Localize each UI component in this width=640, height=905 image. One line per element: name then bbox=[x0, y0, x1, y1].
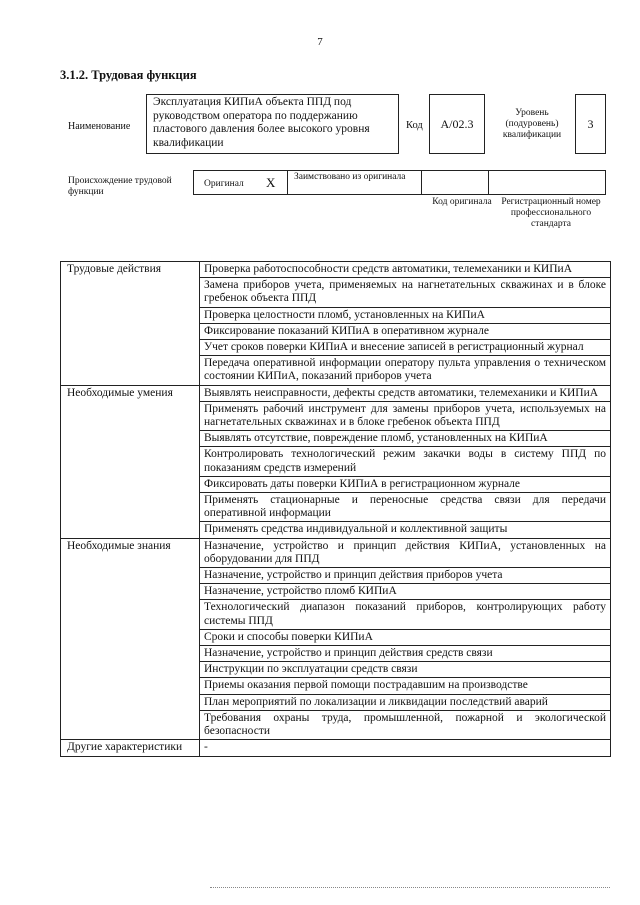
borrowed-cell bbox=[288, 171, 422, 194]
item-cell: - bbox=[200, 740, 611, 756]
item-cell: Выявлять отсутствие, повреждение пломб, установленных на КИПиА bbox=[200, 431, 611, 447]
origin-table bbox=[193, 170, 606, 195]
borrowed-label: Заимствовано из оригинала bbox=[294, 172, 406, 182]
item-cell: План мероприятий по локализации и ликвидации последствий аварий bbox=[200, 694, 611, 710]
item-cell: Назначение, устройство пломб КИПиА bbox=[200, 584, 611, 600]
item-cell: Назначение, устройство и принцип действия КИПиА, установленных на оборудовании для ППД bbox=[200, 538, 611, 567]
item-cell: Назначение, устройство и принцип действия средств связи bbox=[200, 646, 611, 662]
item-cell: Применять средства индивидуальной и коллективной защиты bbox=[200, 522, 611, 538]
category-cell: Трудовые действия bbox=[61, 262, 200, 386]
item-cell: Назначение, устройство и принцип действия приборов учета bbox=[200, 568, 611, 584]
name-label: Наименование bbox=[68, 121, 131, 132]
item-cell: Проверка целостности пломб, установленных на КИПиА bbox=[200, 307, 611, 323]
section-title: 3.1.2. Трудовая функция bbox=[60, 68, 197, 82]
origin-reg-cell bbox=[489, 171, 605, 194]
item-cell: Фиксировать даты поверки КИПиА в регистрационном журнале bbox=[200, 476, 611, 492]
page-number: 7 bbox=[317, 36, 323, 48]
original-mark: X bbox=[266, 175, 276, 190]
original-label: Оригинал bbox=[204, 179, 244, 189]
item-cell: Фиксирование показаний КИПиА в оперативном журнале bbox=[200, 323, 611, 339]
item-cell: Технологический диапазон показаний приборов, контролирующих работу системы ППД bbox=[200, 600, 611, 629]
item-cell: Инструкции по эксплуатации средств связи bbox=[200, 662, 611, 678]
item-cell: Приемы оказания первой помощи пострадавшим на производстве bbox=[200, 678, 611, 694]
category-cell: Необходимые умения bbox=[61, 385, 200, 538]
category-cell: Другие характеристики bbox=[61, 740, 200, 756]
table-row bbox=[61, 262, 611, 278]
reg-caption: Регистрационный номер профессионального стандарта bbox=[501, 197, 601, 229]
item-cell: Требования охраны труда, промышленной, пожарной и экологической безопасности bbox=[200, 710, 611, 739]
table-row bbox=[61, 385, 611, 401]
item-cell: Замена приборов учета, применяемых на нагнетательных скважинах и в блоке гребенок объекта ППД bbox=[200, 278, 611, 307]
code-label: Код bbox=[406, 120, 423, 131]
item-cell: Применять стационарные и переносные средства связи для передачи оперативной информации bbox=[200, 493, 611, 522]
item-cell: Проверка работоспособности средств автоматики, телемеханики и КИПиА bbox=[200, 262, 611, 278]
code-box: A/02.3 bbox=[429, 94, 485, 154]
original-cell bbox=[194, 171, 288, 194]
origin-code-cell bbox=[422, 171, 489, 194]
function-name-box: Эксплуатация КИПиА объекта ППД под руководством оператора по поддержанию пластового давления более высокого уровня квалификации bbox=[146, 94, 399, 154]
level-box: 3 bbox=[575, 94, 606, 154]
origin-label: Происхождение трудовой функции bbox=[68, 176, 172, 197]
footer-line bbox=[210, 887, 610, 888]
table-row bbox=[61, 538, 611, 567]
table-body bbox=[61, 262, 611, 757]
category-cell: Необходимые знания bbox=[61, 538, 200, 740]
item-cell: Учет сроков поверки КИПиА и внесение записей в регистрационный журнал bbox=[200, 340, 611, 356]
item-cell: Передача оперативной информации оператору пульта управления о техническом состоянии КИПиА, показаний приборов учета bbox=[200, 356, 611, 385]
item-cell: Применять рабочий инструмент для замены приборов учета, используемых на нагнетательных скважинах и в блоке гребенок объекта ППД bbox=[200, 401, 611, 430]
item-cell: Выявлять неисправности, дефекты средств автоматики, телемеханики и КИПиА bbox=[200, 385, 611, 401]
code-caption: Код оригинала bbox=[432, 197, 492, 207]
level-label: Уровень (подуровень) квалификации bbox=[502, 108, 562, 140]
item-cell: Сроки и способы поверки КИПиА bbox=[200, 629, 611, 645]
item-cell: Контролировать технологический режим закачки воды в систему ППД по показаниям средств измерений bbox=[200, 447, 611, 476]
table-row bbox=[61, 740, 611, 756]
labor-function-table bbox=[60, 261, 611, 757]
